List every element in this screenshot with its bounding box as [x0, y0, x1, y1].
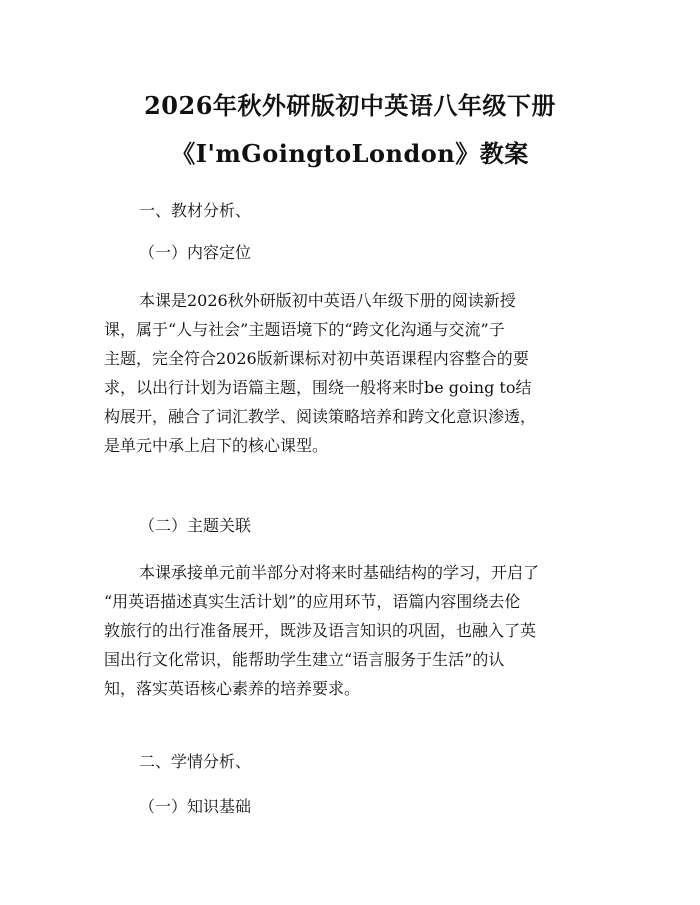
document-title-line-1: 2026年秋外研版初中英语八年级下册 [144, 91, 556, 120]
paragraph-line: 课，属于“人与社会”主题语境下的“跨文化沟通与交流”子 [104, 320, 505, 339]
subsection-heading-content-positioning: （一）内容定位 [139, 243, 252, 262]
paragraph-line: 知，落实英语核心素养的培养要求。 [104, 679, 361, 698]
paragraph-line: 主题，完全符合2026版新课标对初中英语课程内容整合的要 [104, 349, 529, 368]
paragraph-line: 求，以出行计划为语篇主题，围绕一般将来时be going to结 [104, 378, 532, 397]
subsection-heading-theme-connection: （二）主题关联 [139, 516, 252, 535]
document-title-line-2: 《I'mGoingtoLondon》教案 [171, 139, 529, 168]
paragraph-line: “用英语描述真实生活计划”的应用环节，语篇内容围绕去伦 [104, 592, 521, 611]
paragraph-line: 本课承接单元前半部分对将来时基础结构的学习，开启了 [139, 563, 540, 582]
paragraph-content-positioning [104, 286, 598, 460]
paragraph-line: 构展开，融合了词汇教学、阅读策略培养和跨文化意识渗透， [104, 407, 537, 426]
paragraph-line: 敦旅行的出行准备展开，既涉及语言知识的巩固，也融入了英 [104, 621, 537, 640]
paragraph-line: 是单元中承上启下的核心课型。 [104, 436, 329, 455]
section-heading-student-analysis: 二、学情分析、 [139, 752, 252, 771]
paragraph-line: 本课是2026秋外研版初中英语八年级下册的阅读新授 [139, 291, 516, 310]
subsection-heading-knowledge-foundation: （一）知识基础 [139, 797, 252, 816]
section-heading-textbook-analysis: 一、教材分析、 [139, 201, 252, 220]
paragraph-theme-connection [104, 558, 598, 703]
paragraph-line: 国出行文化常识，能帮助学生建立“语言服务于生活”的认 [104, 650, 505, 669]
